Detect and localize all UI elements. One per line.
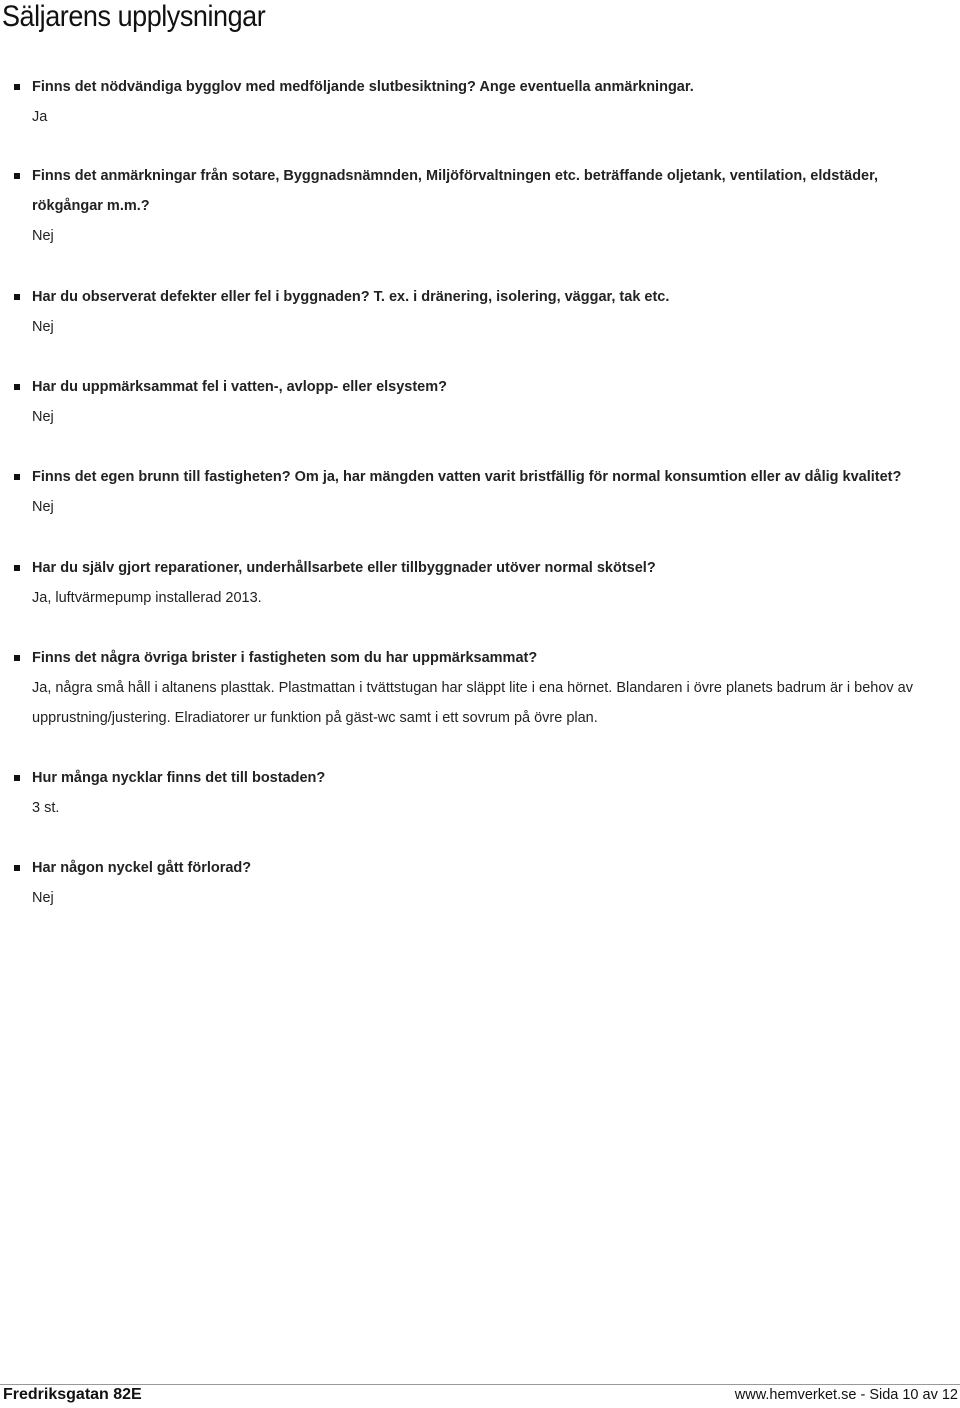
bullet-icon xyxy=(14,565,20,571)
answer: Nej xyxy=(32,499,54,515)
answer: Ja, några små håll i altanens plasttak. Plastmattan i tvättstugan har släppt lite i ena hörnet. Blandaren i övre planets badrum är i behov av upprustning/justering. Elradiatorer ur funktion på gäst-wc samt i ett sovrum på övre plan. xyxy=(32,680,913,726)
question: Har du uppmärksammat fel i vatten-, avlopp- eller elsystem? xyxy=(32,379,447,395)
bullet-icon xyxy=(14,775,20,781)
footer-page-info: www.hemverket.se - Sida 10 av 12 xyxy=(734,1387,958,1403)
question: Har du observerat defekter eller fel i byggnaden? T. ex. i dränering, isolering, väggar, tak etc. xyxy=(32,289,670,305)
bullet-icon xyxy=(14,294,20,300)
answer: Nej xyxy=(32,228,54,244)
bullet-icon xyxy=(14,865,20,871)
question: Finns det nödvändiga bygglov med medföljande slutbesiktning? Ange eventuella anmärkningar. xyxy=(32,79,694,95)
question: Har någon nyckel gått förlorad? xyxy=(32,860,252,876)
footer-address: Fredriksgatan 82E xyxy=(3,1386,142,1403)
question: Finns det egen brunn till fastigheten? Om ja, har mängden vatten varit bristfällig för normal konsumtion eller av dålig kvalitet? xyxy=(32,469,902,485)
page-title: Säljarens upplysningar xyxy=(2,0,266,33)
answer: Ja xyxy=(32,109,48,125)
answer: 3 st. xyxy=(32,800,60,816)
answer: Nej xyxy=(32,409,54,425)
bullet-icon xyxy=(14,173,20,179)
bullet-icon xyxy=(14,84,20,90)
answer: Nej xyxy=(32,319,54,335)
answer: Nej xyxy=(32,890,54,906)
question: Finns det anmärkningar från sotare, Byggnadsnämnden, Miljöförvaltningen etc. beträffande oljetank, ventilation, eldstäder, rökgångar m.m.? xyxy=(32,168,878,214)
bullet-icon xyxy=(14,474,20,480)
bullet-icon xyxy=(14,384,20,390)
answer: Ja, luftvärmepump installerad 2013. xyxy=(32,590,262,606)
question: Finns det några övriga brister i fastigheten som du har uppmärksammat? xyxy=(32,650,538,666)
question: Har du själv gjort reparationer, underhållsarbete eller tillbyggnader utöver normal skötsel? xyxy=(32,560,656,576)
bullet-icon xyxy=(14,655,20,661)
question: Hur många nycklar finns det till bostaden? xyxy=(32,770,326,786)
